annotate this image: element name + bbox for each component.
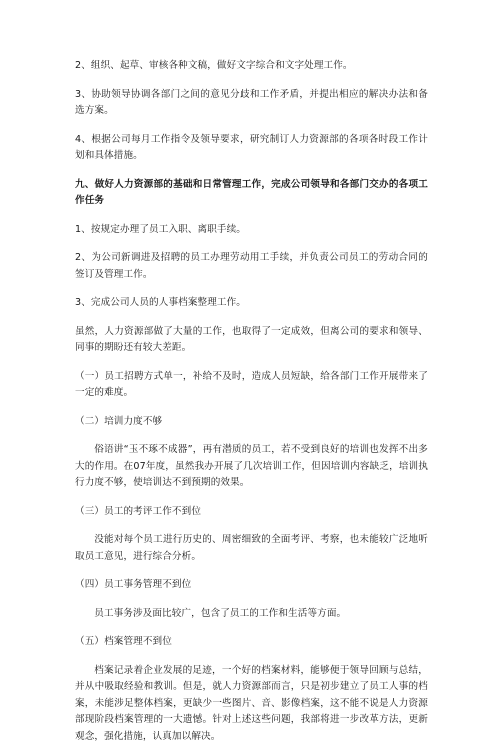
subheading-issue-2-training: （二）培训力度不够 [75,414,428,431]
subheading-issue-5-archives: （五）档案管理不到位 [75,634,428,651]
paragraph-issue-1-recruitment: （一）员工招聘方式单一，补给不及时，造成人员短缺，给各部门工作开展带来了一定的难度。 [75,369,428,402]
paragraph-item-3-coordination: 3、协助领导协调各部门之间的意见分歧和工作矛盾，并提出相应的解决办法和备选方案。 [75,87,428,120]
paragraph-item-3-personnel-files: 3、完成公司人员的人事档案整理工作。 [75,295,428,312]
paragraph-item-4-planning: 4、根据公司每月工作指令及领导要求，研究制订人力资源部的各项各时段工作计划和具体措施。 [75,132,428,165]
paragraph-item-2-labor-contracts: 2、为公司新调进及招聘的员工办理劳动用工手续，并负责公司员工的劳动合同的签订及管理工作。 [75,250,428,283]
paragraph-issue-4-detail: 员工事务涉及面比较广，包含了员工的工作和生活等方面。 [75,606,428,623]
paragraph-item-2-drafting: 2、组织、起草、审核各种文稿，做好文字综合和文字处理工作。 [75,58,428,75]
paragraph-summary: 虽然，人力资源部做了大量的工作，也取得了一定成效，但离公司的要求和领导、同事的期盼还有较大差距。 [75,324,428,357]
subheading-issue-4-affairs: （四）员工事务管理不到位 [75,577,428,594]
paragraph-issue-3-detail: 没能对每个员工进行历史的、周密细致的全面考评、考察，也未能较广泛地听取员工意见，进行综合分析。 [75,532,428,565]
document-body [75,58,428,745]
paragraph-issue-5-detail: 档案记录着企业发展的足迹，一个好的档案材料，能够便于领导回顾与总结，并从中吸取经验和教训。但是，就人力资源部而言，只是初步建立了员工人事的档案，未能涉足整体档案，更缺少一些图片、音、影像档案，这不能不说是人力资源部现阶段档案管理的一大遗憾。针对上述这些问题，我部将进一步改革方法，更新观念，强化措施，认真加以解决。 [75,663,428,745]
paragraph-item-1-onboarding: 1、按规定办理了员工入职、离职手续。 [75,222,428,239]
paragraph-issue-2-detail: 俗语讲“玉不琢不成器”，再有潜质的员工，若不受到良好的培训也发挥不出多大的作用。在07年度，虽然我办开展了几次培训工作，但因培训内容缺乏，培训执行力度不够，使培训达不到预期的效果。 [75,442,428,492]
subheading-issue-3-evaluation: （三）员工的考评工作不到位 [75,504,428,521]
section-heading-nine: 九、做好人力资源部的基础和日常管理工作，完成公司领导和各部门交办的各项工作任务 [75,177,428,210]
